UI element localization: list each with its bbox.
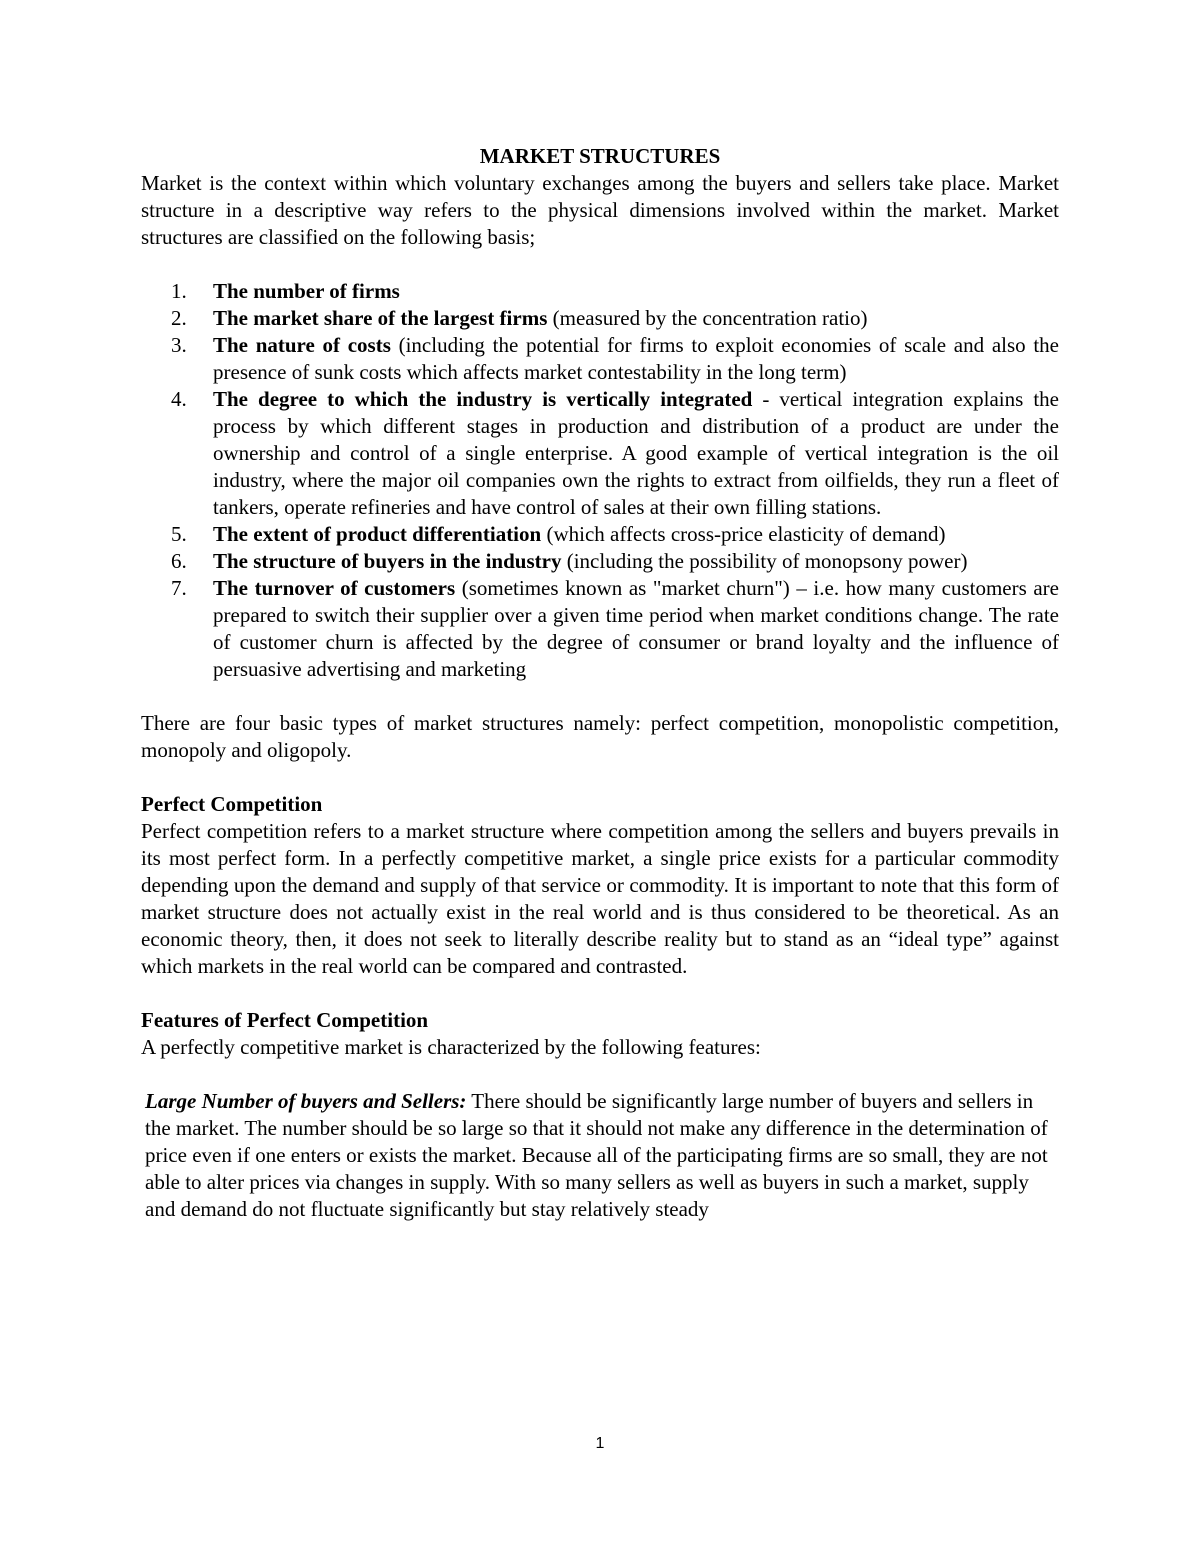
page-content [141,143,1059,1223]
spacer [141,251,1059,278]
spacer [141,980,1059,1007]
list-item-number: 6. [171,549,187,573]
list-item-term: The structure of buyers in the industry [213,549,562,573]
list-item [141,305,1059,332]
list-item-term: The number of firms [213,279,400,303]
list-item [141,278,1059,305]
list-item-number: 7. [171,576,187,600]
features-heading: Features of Perfect Competition [141,1008,429,1032]
list-item-number: 2. [171,306,187,330]
spacer [141,683,1059,710]
market-types-paragraph: There are four basic types of market structures namely: perfect competition, monopolistic competition, monopoly and oligopoly. [141,711,1059,762]
list-item-text: (including the possibility of monopsony power) [561,549,968,573]
list-item-term: The market share of the largest firms [213,306,548,330]
list-item-text: - vertical integration explains the process by which different stages in production and distribution of a product are under the ownership and control of a single enterprise. A good example of vertical integration is the oil industry, where the major oil companies own the rights to extract from oilfields, they run a fleet of tankers, operate refineries and have control of sales at their own filling stations. [213,387,1059,519]
list-item-term: The turnover of customers [213,576,456,600]
list-item-text: (which affects cross-price elasticity of demand) [541,522,946,546]
perfect-competition-paragraph: Perfect competition refers to a market structure where competition among the sellers and buyers prevails in its most perfect form. In a perfectly competitive market, a single price exists for a particular commodity depending upon the demand and supply of that service or commodity. It is important to note that this form of market structure does not actually exist in the real world and is thus considered to be theoretical. As an economic theory, then, it does not seek to literally describe reality but to stand as an “ideal type” against which markets in the real world can be compared and contrasted. [141,819,1059,978]
spacer [141,764,1059,791]
list-item-term: The nature of costs [213,333,391,357]
list-item-text: (including the potential for firms to exploit economies of scale and also the presence of sunk costs which affects market contestability in the long term) [213,333,1060,384]
list-item [141,332,1059,386]
list-item [141,521,1059,548]
list-item-number: 4. [171,387,187,411]
feature-text: There should be significantly large number of buyers and sellers in the market. The number should be so large so that it should not make any difference in the determination of price even if one enters or exists the market. Because all of the participating firms are so small, they are not able to alter prices via changes in supply. With so many sellers as well as buyers in such a market, supply and demand do not fluctuate significantly but stay relatively steady [145,1089,1048,1221]
list-item-term: The degree to which the industry is vertically integrated [213,387,753,411]
perfect-competition-heading: Perfect Competition [141,792,323,816]
document-title: MARKET STRUCTURES [479,144,721,168]
spacer [141,1061,1059,1088]
classification-basis-list [141,278,1059,683]
list-item [141,386,1059,521]
page-number: 1 [595,1435,605,1452]
list-item-number: 5. [171,522,187,546]
list-item [141,548,1059,575]
list-item [141,575,1059,683]
list-item-text: (measured by the concentration ratio) [547,306,868,330]
feature-large-number-paragraph [141,1088,1059,1223]
intro-paragraph: Market is the context within which voluntary exchanges among the buyers and sellers take place. Market structure in a descriptive way refers to the physical dimensions involved within the market. Market structures are classified on the following basis; [141,171,1059,249]
feature-label: Large Number of buyers and Sellers: [145,1089,467,1113]
list-item-term: The extent of product differentiation [213,522,542,546]
list-item-number: 3. [171,333,187,357]
features-intro: A perfectly competitive market is characterized by the following features: [141,1035,761,1059]
list-item-number: 1. [171,279,187,303]
list-item-text: (sometimes known as "market churn") – i.e. how many customers are prepared to switch their supplier over a given time period when market conditions change. The rate of customer churn is affected by the degree of consumer or brand loyalty and the influence of persuasive advertising and marketing [213,576,1059,681]
